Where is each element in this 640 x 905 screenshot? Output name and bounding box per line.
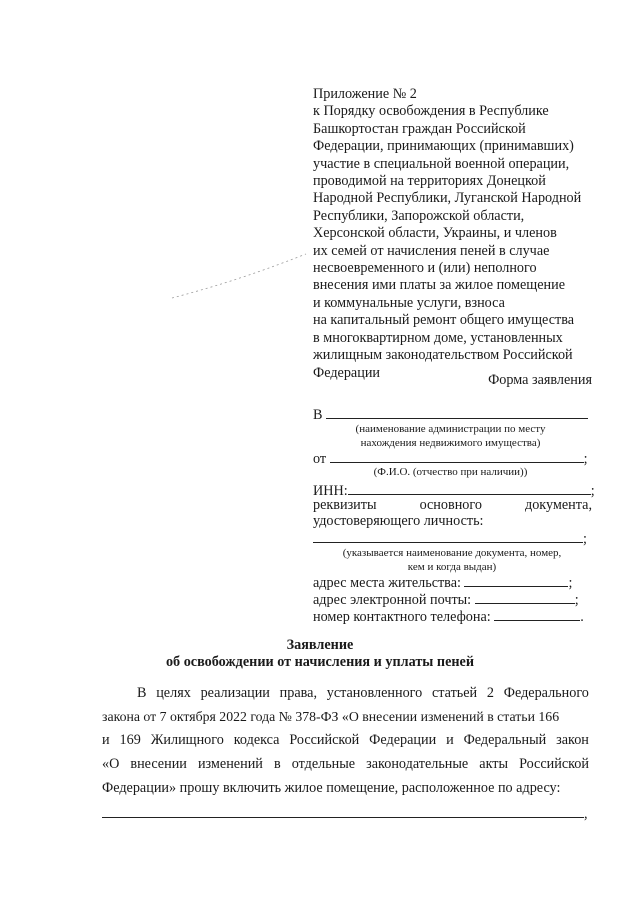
appendix-line: Народной Республики, Луганской Народной xyxy=(313,190,582,207)
requisites-word: реквизиты xyxy=(313,497,377,513)
appendix-line: к Порядку освобождения в Республике xyxy=(313,103,549,120)
appendix-line: на капитальный ремонт общего имущества xyxy=(313,312,575,329)
body-word: Федеральный xyxy=(463,732,547,748)
phone-field[interactable] xyxy=(494,607,580,621)
appendix-line: жилищным законодательством Российской xyxy=(313,347,573,364)
appendix-line: их семей от начисления пеней в случае xyxy=(313,242,550,259)
body-line: закона от 7 октября 2022 года № 378-ФЗ «О внесении изменений в статьи 166 xyxy=(102,709,560,724)
document-end: ; xyxy=(583,531,587,547)
email-field[interactable] xyxy=(475,590,575,604)
requisites-line2: удостоверяющего личность: xyxy=(313,513,484,529)
phone-end: . xyxy=(580,609,584,625)
property-address-field[interactable] xyxy=(102,804,584,818)
body-word: законодательные xyxy=(366,756,469,772)
from-hint: (Ф.И.О. (отчество при наличии)) xyxy=(373,466,528,478)
body-word: кодекса xyxy=(233,732,280,748)
body-line xyxy=(102,756,589,773)
body-word: Российской xyxy=(519,756,589,772)
appendix-line: проводимой на территориях Донецкой xyxy=(313,173,546,190)
scan-artifact xyxy=(170,248,310,308)
body-word: отдельные xyxy=(291,756,356,772)
body-word: Федерального xyxy=(503,685,589,701)
appendix-block xyxy=(313,86,603,382)
body-word: и xyxy=(446,732,454,748)
to-hint-line: (наименование администрации по месту xyxy=(355,423,546,435)
form-label: Форма заявления xyxy=(488,372,592,388)
to-prefix: В xyxy=(313,407,323,423)
appendix-line: Федерации, принимающих (принимавших) xyxy=(313,138,574,155)
body-word: права, xyxy=(279,685,317,701)
body-word: Федерации xyxy=(369,732,437,748)
body-word: «О xyxy=(102,756,120,772)
from-field[interactable] xyxy=(330,449,584,463)
body-line xyxy=(137,685,589,702)
appendix-line: несвоевременного и (или) неполного xyxy=(313,260,537,277)
inn-end: ; xyxy=(590,483,595,499)
body-word: установленного xyxy=(326,685,423,701)
appendix-line: Башкортостан граждан Российской xyxy=(313,120,526,137)
body-word: изменений xyxy=(197,756,263,772)
appendix-line: Федерации xyxy=(313,364,381,381)
to-hint-line: нахождения недвижимого имущества) xyxy=(360,437,541,449)
address-label: адрес места жительства: xyxy=(313,575,461,591)
document-subtitle: об освобождении от начисления и уплаты пеней xyxy=(165,654,475,670)
body-word: целях xyxy=(156,685,191,701)
body-word: внесении xyxy=(130,756,187,772)
to-field[interactable] xyxy=(326,405,588,419)
body-word: акты xyxy=(479,756,509,772)
document-title: Заявление xyxy=(286,637,354,653)
body-word: статьей xyxy=(431,685,478,701)
body-word: 169 xyxy=(119,732,141,748)
inn-prefix: ИНН: xyxy=(313,483,348,499)
property-address-end: , xyxy=(584,806,588,822)
body-word: Жилищного xyxy=(150,732,224,748)
appendix-line: и коммунальные услуги, взноса xyxy=(313,294,505,311)
address-field[interactable] xyxy=(464,573,568,587)
body-line xyxy=(102,732,589,749)
appendix-line: участие в специальной военной операции, xyxy=(313,155,570,172)
appendix-line: в многоквартирном доме, установленных xyxy=(313,329,563,346)
body-word: реализации xyxy=(200,685,270,701)
appendix-line: Херсонской области, Украины, и членов xyxy=(313,225,557,242)
appendix-line: Республики, Запорожской области, xyxy=(313,207,525,224)
from-end: ; xyxy=(583,451,588,467)
document-hint xyxy=(313,546,591,574)
address-end: ; xyxy=(568,575,573,591)
requisites-row xyxy=(313,497,592,514)
body-word: и xyxy=(102,732,110,748)
phone-label: номер контактного телефона: xyxy=(313,609,491,625)
body-word: в xyxy=(273,756,281,772)
inn-field[interactable] xyxy=(348,481,591,495)
body-address-row xyxy=(102,804,588,823)
requisites-word: основного xyxy=(419,497,482,513)
email-label: адрес электронной почты: xyxy=(313,592,472,608)
document-hint-line: (указывается наименование документа, номер, xyxy=(342,547,562,559)
body-word: Российской xyxy=(289,732,360,748)
document-field[interactable] xyxy=(313,529,583,543)
body-word: 2 xyxy=(486,685,494,701)
email-end: ; xyxy=(574,592,579,608)
requisites-word: документа, xyxy=(525,497,592,513)
to-hint xyxy=(313,422,588,450)
appendix-line: внесения ими платы за жилое помещение xyxy=(313,277,565,294)
appendix-line: Приложение № 2 xyxy=(313,86,417,102)
body-word: В xyxy=(137,685,147,701)
body-line: Федерации» прошу включить жилое помещение, расположенное по адресу: xyxy=(102,780,561,796)
phone-row xyxy=(313,607,584,626)
from-prefix: от xyxy=(313,451,327,467)
document-hint-line: кем и когда выдан) xyxy=(407,561,497,573)
body-word: закон xyxy=(556,732,589,748)
